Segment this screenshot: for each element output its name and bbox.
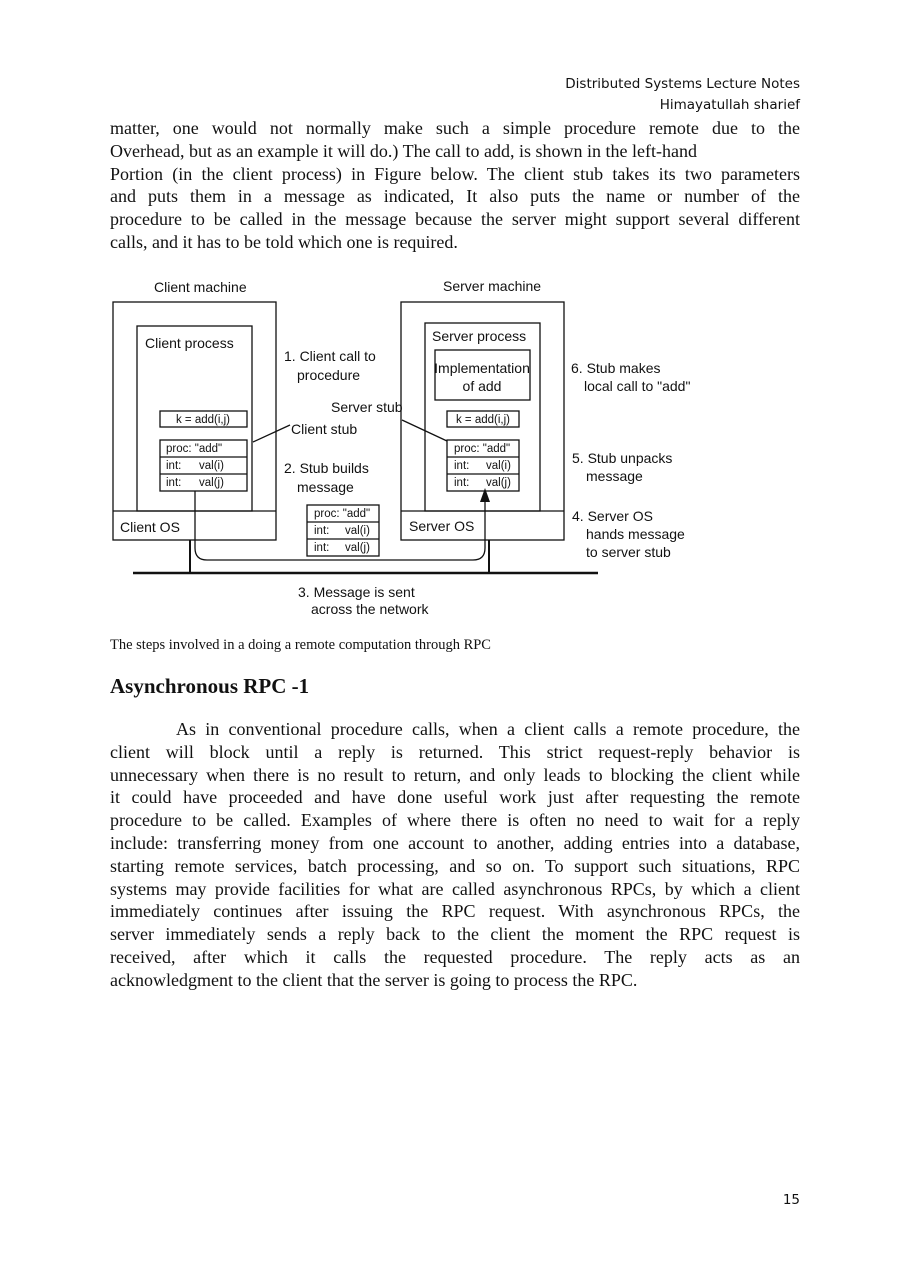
msg-int-label: int: — [454, 460, 470, 472]
msg-int-label: int: — [314, 542, 330, 554]
text-line: procedure to be called. Examples of where there is often no need to wait for a reply — [110, 810, 800, 831]
step-5-label: 5. Stub unpacks — [572, 450, 673, 466]
server-machine-label: Server machine — [443, 278, 542, 294]
step-4-label: 4. Server OS — [572, 508, 653, 524]
step-1-label: 1. Client call to — [284, 348, 376, 364]
text-line: include: transferring money from one account to another, adding entries into a database, — [110, 832, 800, 853]
client-stub-label: Client stub — [291, 421, 358, 437]
figure-caption: The steps involved in a doing a remote computation through RPC — [110, 637, 491, 653]
step-2-label: message — [297, 479, 354, 495]
text-line: matter, one would not normally make such a simple procedure remote due to the — [110, 118, 800, 138]
step-4-label: hands message — [586, 526, 685, 542]
arrow-head — [480, 488, 490, 502]
step-1-label: procedure — [297, 367, 361, 383]
msg-int-value: val(i) — [486, 460, 511, 472]
rpc-steps-diagram — [0, 268, 910, 628]
text-line: and puts them in a message as indicated, It also puts the name or number of the — [110, 186, 800, 207]
msg-proc: proc: "add" — [166, 443, 223, 455]
text-line: calls, and it has to be told which one is required. — [110, 231, 458, 252]
step-6-label: 6. Stub makes — [571, 360, 661, 376]
header-author: Himayatullah sharief — [659, 97, 800, 113]
text-line: acknowledgment to the client that the server is going to process the RPC. — [110, 969, 638, 990]
msg-proc: proc: "add" — [454, 443, 511, 455]
msg-int-value: val(i) — [345, 525, 370, 537]
implementation-label: Implementation — [434, 360, 530, 376]
step-2-label: 2. Stub builds — [284, 460, 369, 476]
implementation-label: of add — [462, 378, 502, 394]
step-3-label: across the network — [311, 601, 429, 617]
msg-int-label: int: — [166, 477, 182, 489]
text-line: client will block until a reply is returned. This strict request-reply behavior is — [110, 741, 800, 762]
step-3-label: 3. Message is sent — [298, 584, 415, 600]
step-6-label: local call to "add" — [584, 378, 691, 394]
client-process-label: Client process — [145, 335, 234, 351]
page-header — [565, 74, 800, 116]
client-os-label: Client OS — [120, 519, 180, 535]
msg-proc: proc: "add" — [314, 508, 371, 520]
server-os-label: Server OS — [409, 518, 475, 534]
server-call-text: k = add(i,j) — [455, 414, 511, 426]
server-stub-label: Server stub — [331, 399, 403, 415]
text-line: received, after which it calls the requested procedure. The reply acts as an — [110, 946, 800, 967]
msg-int-value: val(j) — [345, 542, 370, 554]
header-course-title: Distributed Systems Lecture Notes — [565, 76, 800, 92]
page-number: 15 — [782, 1192, 800, 1208]
text-line: Overhead, but as an example it will do.) The call to add, is shown in the left-hand — [110, 140, 698, 161]
msg-int-value: val(j) — [486, 477, 511, 489]
client-call-text: k = add(i,j) — [175, 414, 231, 426]
step-5-label: message — [586, 468, 643, 484]
text-line: Portion (in the client process) in Figure below. The client stub takes its two parameters — [110, 163, 800, 184]
msg-int-label: int: — [454, 477, 470, 489]
intro-paragraph — [110, 117, 800, 254]
text-line: it could have proceeded and have done useful work just after requesting the remote — [110, 787, 800, 808]
server-process-label: Server process — [432, 328, 527, 344]
body-paragraph — [110, 718, 800, 992]
text-line: systems may provide facilities for what are called asynchronous RPCs, by which a client — [110, 878, 800, 899]
step-4-label: to server stub — [586, 544, 671, 560]
text-line: As in conventional procedure calls, when a client calls a remote procedure, the — [176, 719, 800, 739]
msg-int-value: val(j) — [199, 477, 224, 489]
text-line: immediately continues after issuing the RPC request. With asynchronous RPCs, the — [110, 901, 800, 922]
text-line: starting remote services, batch processing, and so on. To support such situations, RPC — [110, 855, 800, 876]
client-machine-label: Client machine — [154, 279, 247, 295]
text-line: procedure to be called in the message because the server might support several different — [110, 209, 800, 230]
msg-int-label: int: — [166, 460, 182, 472]
msg-int-value: val(i) — [199, 460, 224, 472]
section-heading: Asynchronous RPC -1 — [110, 674, 310, 698]
text-line: unnecessary when there is no result to return, and only leads to blocking the client while — [110, 764, 800, 785]
msg-int-label: int: — [314, 525, 330, 537]
text-line: server immediately sends a reply back to the client the moment the RPC request is — [110, 924, 800, 945]
